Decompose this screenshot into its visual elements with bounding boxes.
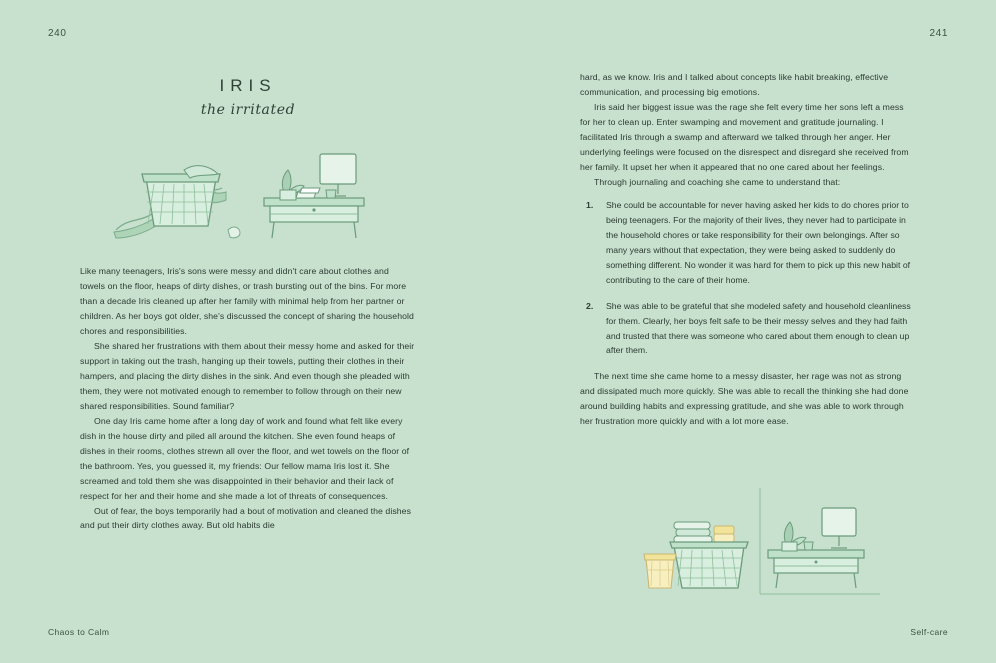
list-item [586,198,916,288]
left-paragraph-4: Out of fear, the boys temporarily had a bout of motivation and cleaned the dishes and put their dirty clothes away. But old habits die [80,505,412,531]
left-paragraph-2: She shared her frustrations with them about their messy home and asked for their support in taking out the trash, hanging up their towels, putting their clothes in their hampers, and placing the dirty dishes in the sink. And even though she pleaded with them, they were not motivated enough to remember to follow through on their new shared responsibilities. Sound familiar? [80,340,415,411]
footer-left: Chaos to Calm [48,627,110,637]
chapter-title: IRIS [219,76,277,95]
footer-right: Self-care [910,627,948,637]
right-paragraph-1: Iris said her biggest issue was the rage she felt every time her sons left a mess for her to clean up. Enter swamping and movement and gratitude journaling. I facilitated Iris through a swamp and afterward we talked through her anger. Her underlying feelings were focused on the disrespect and disregard she received from her family. It upset her when it appeared that no one cared about her feelings. [580,101,909,172]
chapter-subtitle: the irritated [200,102,296,118]
right-continuation-paragraph: hard, as we know. Iris and I talked about concepts like habit breaking, effective communication, and processing big emotions. [580,72,889,97]
insights-list [580,198,916,359]
list-item-number: 1. [586,199,594,210]
list-item-text: She was able to be grateful that she modeled safety and household cleanliness for them. Clearly, her boys felt safe to be their messy selves and they had faith and trusted that there was someone who cared about them enough to clean up after them. [606,300,911,356]
right-page-content [580,70,916,429]
left-page-content [80,70,416,533]
page-number-right: 241 [929,28,948,39]
right-closing-paragraph: The next time she came home to a messy disaster, her rage was not as strong and dissipated much more quickly. She was able to recall the thinking she had done around building habits and expressing gratitude, and she was able to work through her frustration more quickly and with a lot more ease. [580,371,909,427]
page-number-left: 240 [48,28,67,39]
right-paragraph-2: Through journaling and coaching she came to understand that: [594,176,841,187]
list-item [586,299,916,359]
left-paragraph-1: Like many teenagers, Iris's sons were messy and didn't care about clothes and towels on the floor, heaps of dirty dishes, or trash bursting out of the bins. For more than a decade Iris cleaned up after her family with minimal help from her partner or children. As her boys got older, she's discussed the concept of sharing the household chores and responsibilities. [80,266,414,336]
left-paragraph-3: One day Iris came home after a long day of work and found what felt like every dish in the house dirty and piled all around the kitchen. She even found heaps of dishes in their rooms, clothes strewn all over the floor, and wet towels on the floor of the bathroom. Yes, you guessed it, my friends: Our fellow mama Iris lost it. She screamed and told them she was disappointed in their behavior and their lack of respect for her and their home and she made a lot of threats of consequences. [80,415,410,501]
list-item-number: 2. [586,300,594,311]
laundry-basket-and-desk-illustration [98,126,398,248]
list-item-text: She could be accountable for never having asked her kids to do chores prior to being teenagers. For the majority of their lives, they never had to participate in the household chores or take responsibility for their own belongings. After so many years without that expectation, they were being asked to suddenly do something different. No wonder it was hard for them to pick up this new habit of contributing to the care of their home. [606,199,911,285]
tidy-laundry-basket-and-desk-illustration [640,488,880,598]
